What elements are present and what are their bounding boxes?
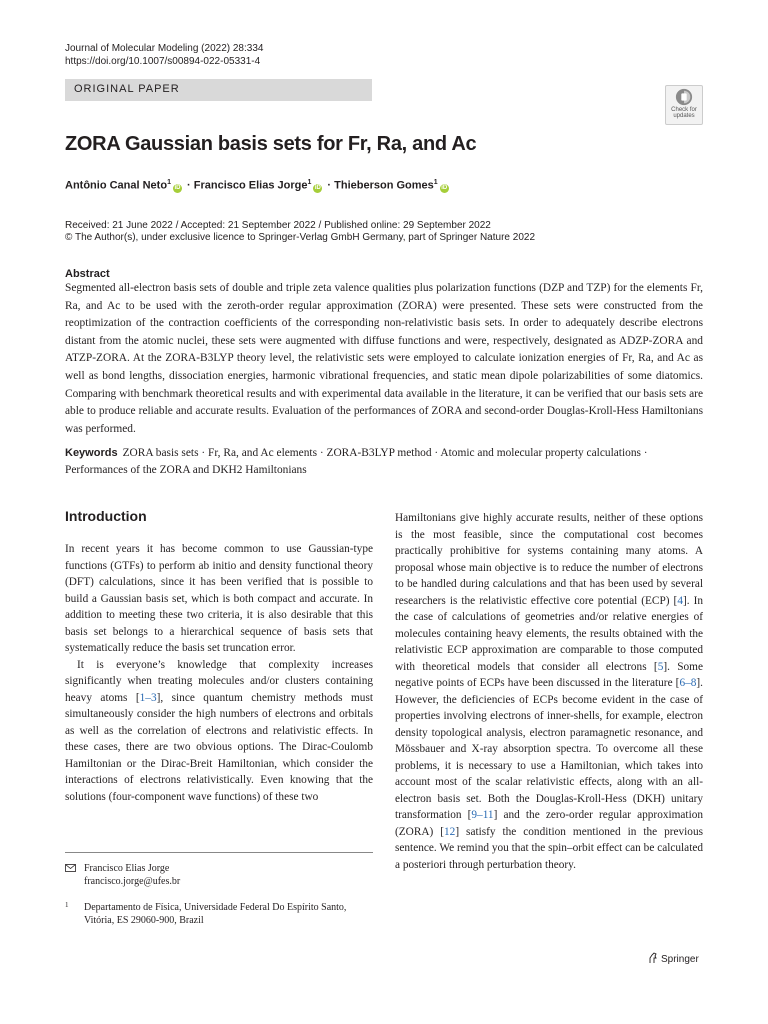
author-affiliation-mark: 1 [307,179,312,186]
check-for-updates-text: Check for [671,107,697,113]
citation-link[interactable]: 9–11 [471,809,494,821]
affiliation-text: Departamento de Física, Universidade Federal Do Espírito Santo, Vitória, ES 29060-900, Brazil [84,902,347,926]
citation-link[interactable]: 5 [657,660,664,673]
author-affiliation-mark: 1 [167,179,171,186]
abstract-text: Segmented all-electron basis sets of double and triple zeta valence qualities plus polarization functions (DZP and TZP) for the elements Fr, Ra, and Ac to be used with the zeroth-order regular approximation (ZORA) were presented. These sets were constructed from the reoptimization of the contraction coefficients of the corresponding non-relativistic basis sets. In order to adequately describe electrons distant from the atomic nuclei, these sets were augmented with diffuse functions and were, respectively, designated as ADZP-ZORA and ATZP-ZORA. At the ZORA-B3LYP theory level, the relativistic sets were employed to calculate ionization energies of Fr, Ra, and Ac as well as bond lengths, dissociation energies, harmonic vibrational frequencies, and static mean dipole polarizabilities of some diatomics. Comparing with benchmark theoretical results and with experimental data available in the literature, it can be verified that our basis sets are able to produce reliable and accurate results. Evaluation of the performances of ZORA and second-order Douglas-Kroll-Hess Hamiltonians was performed. [65,282,703,435]
publisher-name: Springer [661,954,699,965]
abstract-heading: Abstract [65,268,110,280]
publication-dates: Received: 21 June 2022 / Accepted: 21 September 2022 / Published online: 29 September 2022 [65,220,491,231]
orcid-icon[interactable]: iD [441,184,448,191]
paragraph: It is everyone’s knowledge that complexity increases significantly when treating molecules and/or clusters containing heavy atoms [1–3], since quantum chemistry methods must simultaneously consider the high numbers of electrons and orbitals as well as the correlation of electrons and relativistic effects. In these cases, there are two obvious options. The Dirac-Coulomb Hamiltonian or the Dirac-Breit Hamiltonian, which consider the interactions of electrons relativistically. Even knowing that the solutions (four-component wave functions) of these two [65,658,373,803]
author-name[interactable]: Francisco Elias Jorge [193,179,308,192]
copyright-notice: © The Author(s), under exclusive licence to Springer-Verlag GmbH Germany, part of Springer Nature 2022 [65,232,535,243]
section-heading-introduction: Introduction [65,508,147,524]
author-name[interactable]: Thieberson Gomes [334,179,434,192]
orcid-icon[interactable]: iD [174,184,181,191]
author-separator: · [183,179,194,192]
envelope-icon [65,864,76,872]
check-for-updates-icon [675,88,693,106]
springer-horse-icon [648,952,658,964]
corresponding-author-name: Francisco Elias Jorge [84,863,170,874]
paragraph: Hamiltonians give highly accurate results, neither of these options is the most feasible, since the computational cost becomes practically prohibitive for systems containing many atoms. A proposal whose main objective is to reduce the number of electrons to be handled during calculations and that has been used by several researchers is the relativistic effective core potential (ECP) [4]. In the case of calculations of geometries and/or relative energies of molecules containing heavy elements, the results obtained with the relativistic ECP approximation are comparable to those computed with theoretical models that consider all electrons [5]. Some negative points of ECPs have been discussed in the literature [6–8]. However, the deficiencies of ECPs become evident in the case of properties involving electrons of inner-shells, for example, electron density topological analysis, electron paramagnetic resonance, and Mössbauer and X-ray absorption spectra. To overcome all these problems, it is necessary to use a Hamiltonian, which takes into account most of the scalar relativistic effects, along with an all-electron basis set. Both the Douglas-Kroll-Hess (DKH) unitary transformation [9–11] and the zero-order regular approximation (ZORA) [12] satisfy the condition mentioned in the previous sentence. We remind you that the spin–orbit effect can be calculated a posteriori through perturbation theory. [395,512,704,871]
citation-link[interactable]: 6–8 [679,677,697,689]
footnote-divider [65,852,373,853]
journal-citation: Journal of Molecular Modeling (2022) 28:334 [65,43,264,54]
article-type-label: ORIGINAL PAPER [74,83,180,95]
corresponding-author-email[interactable]: francisco.jorge@ufes.br [84,876,181,887]
affiliation-number: 1 [65,901,69,909]
publisher-logo [648,952,699,965]
author-affiliation-mark: 1 [433,179,438,186]
keywords-label: Keywords [65,447,118,459]
author-separator: · [324,179,335,192]
left-column [65,541,373,805]
paragraph: In recent years it has become common to use Gaussian-type functions (GTFs) to perform ab initio and density functional theory (DFT) calculations, since it has been verified that is possible to build a Gaussian basis set, which is both compact and accurate. In addition to meeting these two criteria, it is also desirable that this basis set belongs to a hierarchical sequence of basis sets that systematically reduce the basis set truncation error. [65,543,373,654]
right-column [395,510,703,873]
author-name[interactable]: Antônio Canal Neto [65,179,168,192]
orcid-icon[interactable]: iD [314,184,321,191]
check-for-updates-badge[interactable] [665,85,703,125]
citation-link[interactable]: 12 [444,825,456,838]
keywords-text: ZORA basis sets · Fr, Ra, and Ac elements · ZORA-B3LYP method · Atomic and molecular property calculations · Performances of the ZORA and DKH2 Hamiltonians [65,447,648,476]
doi-link[interactable]: https://doi.org/10.1007/s00894-022-05331-4 [65,56,261,67]
check-for-updates-text-2: updates [673,113,695,119]
author-list [65,179,451,193]
citation-link[interactable]: 4 [677,594,683,607]
citation-link[interactable]: 1–3 [139,691,157,704]
keywords [65,445,705,479]
article-type-bar [65,79,372,101]
paper-title: ZORA Gaussian basis sets for Fr, Ra, and Ac [65,133,477,155]
